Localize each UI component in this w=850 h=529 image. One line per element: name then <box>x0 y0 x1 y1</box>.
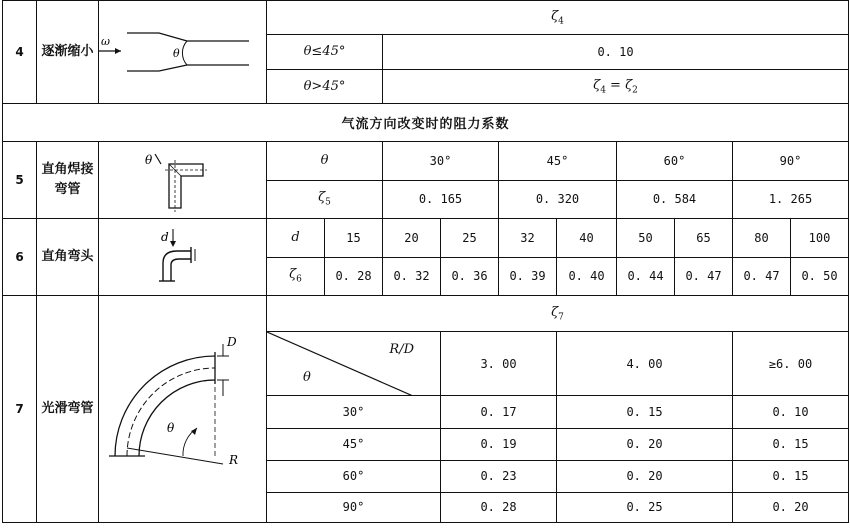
zeta5-value-45: 0. 320 <box>499 180 617 219</box>
zeta7-header: $\zeta_7$ <box>267 296 849 332</box>
zeta5-value-60: 0. 584 <box>617 180 733 219</box>
row-number-5: 5 <box>3 142 37 219</box>
d-fig-label: d <box>161 230 169 244</box>
zeta5-header: $\zeta_5$ <box>267 180 383 219</box>
zeta7-value: 0. 20 <box>733 492 849 522</box>
diam-32: 32 <box>499 219 557 258</box>
row-number-6: 6 <box>3 219 37 296</box>
zeta7-value: 0. 15 <box>557 396 733 428</box>
row-number-7: 7 <box>3 296 37 523</box>
diam-15: 15 <box>325 219 383 258</box>
zeta7-value: 0. 15 <box>733 460 849 492</box>
theta-fig-label: θ <box>173 47 180 60</box>
condition-theta-gt-45: θ>45° <box>267 69 383 103</box>
diam-40: 40 <box>557 219 617 258</box>
zeta6-value: 0. 50 <box>791 257 849 296</box>
row-name-welded-elbow: 直角焊接 弯管 <box>37 142 99 219</box>
diam-50: 50 <box>617 219 675 258</box>
zeta6-value: 0. 47 <box>733 257 791 296</box>
section-title: 气流方向改变时的阻力系数 <box>3 104 849 142</box>
zeta7-value: 0. 23 <box>441 460 557 492</box>
diam-25: 25 <box>441 219 499 258</box>
elbow-figure-icon <box>99 219 267 295</box>
zeta6-value: 0. 40 <box>557 257 617 296</box>
welded-elbow-figure-icon <box>99 142 267 218</box>
corner-header-cell <box>267 332 441 396</box>
zeta7-value: 0. 10 <box>733 396 849 428</box>
theta-fig-label: θ <box>145 153 153 167</box>
zeta6-value: 0. 28 <box>325 257 383 296</box>
diam-65: 65 <box>675 219 733 258</box>
zeta6-value: 0. 47 <box>675 257 733 296</box>
contraction-figure-icon <box>99 1 267 103</box>
zeta7-value: 0. 15 <box>733 428 849 460</box>
d-header: d <box>267 219 325 258</box>
row-number-4: 4 <box>3 1 37 104</box>
welded-elbow-diagram <box>99 142 267 219</box>
theta-header: θ <box>267 142 383 181</box>
right-angle-elbow-diagram <box>99 219 267 296</box>
zeta6-value: 0. 44 <box>617 257 675 296</box>
zeta5-value-90: 1. 265 <box>733 180 849 219</box>
angle-90: 90° <box>267 492 441 522</box>
corner-theta-label: θ <box>303 370 311 386</box>
ratio-3: 3. 00 <box>441 332 557 396</box>
zeta7-value: 0. 20 <box>557 460 733 492</box>
zeta5-value-30: 0. 165 <box>383 180 499 219</box>
zeta7-value: 0. 19 <box>441 428 557 460</box>
row-name-gradual-contraction: 逐渐缩小 <box>37 1 99 104</box>
zeta6-header: $\zeta_6$ <box>267 257 325 296</box>
angle-45: 45° <box>499 142 617 181</box>
r-fig-label: R <box>229 453 239 467</box>
corner-rd-label: R/D <box>389 342 414 358</box>
smooth-bend-figure-icon <box>99 296 267 522</box>
zeta6-value: 0. 39 <box>499 257 557 296</box>
zeta6-value: 0. 36 <box>441 257 499 296</box>
smooth-bend-diagram <box>99 296 267 523</box>
angle-45: 45° <box>267 428 441 460</box>
angle-30: 30° <box>267 396 441 428</box>
d-fig-label: D <box>227 335 237 349</box>
angle-30: 30° <box>383 142 499 181</box>
angle-90: 90° <box>733 142 849 181</box>
diam-100: 100 <box>791 219 849 258</box>
ratio-4: 4. 00 <box>557 332 733 396</box>
zeta6-value: 0. 32 <box>383 257 441 296</box>
ratio-6: ≥6. 00 <box>733 332 849 396</box>
angle-60: 60° <box>267 460 441 492</box>
zeta7-value: 0. 20 <box>557 428 733 460</box>
condition-theta-le-45: θ≤45° <box>267 35 383 69</box>
gradual-contraction-diagram <box>99 1 267 104</box>
row-name-right-angle-elbow: 直角弯头 <box>37 219 99 296</box>
zeta4-value-le-45: 0. 10 <box>383 35 849 69</box>
theta-fig-label: θ <box>167 421 175 435</box>
diam-80: 80 <box>733 219 791 258</box>
omega-label: ω <box>101 35 110 48</box>
zeta7-value: 0. 25 <box>557 492 733 522</box>
diam-20: 20 <box>383 219 441 258</box>
row-name-smooth-bend: 光滑弯管 <box>37 296 99 523</box>
zeta4-header: $\zeta_4$ <box>267 1 849 35</box>
angle-60: 60° <box>617 142 733 181</box>
zeta7-value: 0. 17 <box>441 396 557 428</box>
zeta4-value-gt-45: $\zeta_4 = \zeta_2$ <box>383 69 849 103</box>
resistance-coefficient-table <box>2 0 849 523</box>
zeta7-value: 0. 28 <box>441 492 557 522</box>
